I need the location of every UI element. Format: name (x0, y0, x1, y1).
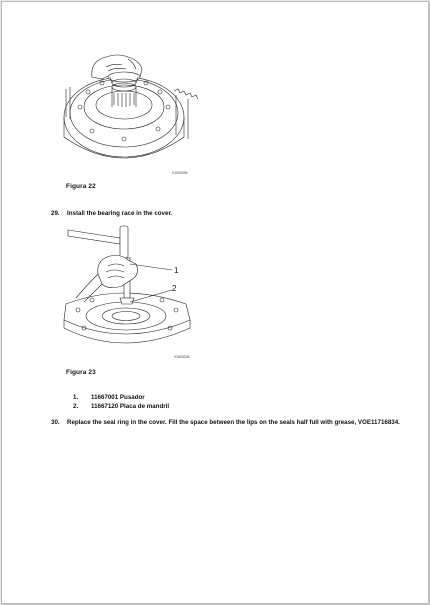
figure-23-code: V1003206 (174, 355, 190, 359)
step-30 (51, 419, 400, 426)
list-item-text: 11667120 Placa de mandril (91, 403, 170, 410)
list-item-text: 11667001 Pusador (91, 394, 145, 401)
list-item-number: 1. (73, 394, 79, 401)
step-30-text: Replace the seal ring in the cover. Fill the space between the lips on the seals half full with grease, VOE11716834. (67, 419, 400, 426)
figure-23-callout-2: 2 (172, 284, 177, 293)
figure-22-code: V1003394 (172, 171, 188, 175)
figure-22-caption: Figura 22 (66, 183, 96, 190)
step-29-text: Install the bearing race in the cover. (67, 210, 173, 217)
figure-23-callout-1: 1 (174, 266, 179, 275)
manual-page (1, 1, 429, 604)
step-29-number: 29. (51, 210, 60, 217)
step-30-number: 30. (51, 419, 60, 426)
step-29 (51, 210, 172, 217)
figure-23-illustration (62, 224, 202, 364)
list-item (73, 394, 145, 401)
figure-22-illustration (62, 47, 202, 177)
list-item (73, 403, 169, 410)
figure-23-caption: Figura 23 (66, 369, 96, 376)
list-item-number: 2. (73, 403, 79, 410)
